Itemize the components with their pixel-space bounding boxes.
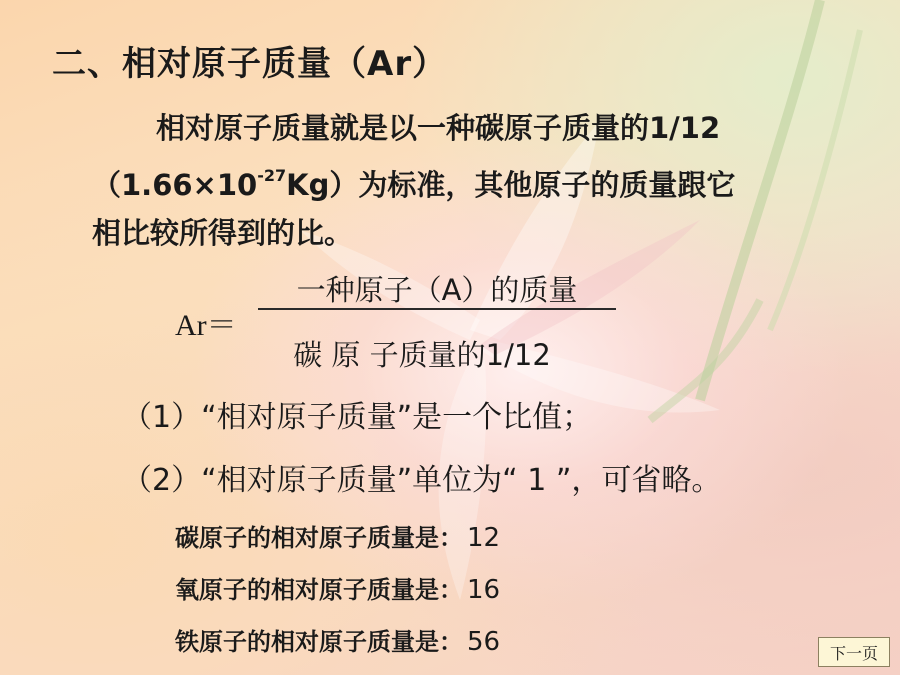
definition-paragraph	[92, 104, 852, 257]
next-page-button[interactable]: 下一页	[818, 637, 890, 667]
example-value: 12	[467, 523, 501, 553]
point-2: （2）“相对原子质量”单位为“ 1 ”，可省略。	[122, 463, 722, 498]
formula-lhs: Ar＝	[175, 309, 237, 342]
example-label: 铁原子的相对原子质量是：	[175, 628, 463, 656]
example-carbon	[175, 518, 500, 553]
definition-line-2-post: Kg）为标准，其他原子的质量跟它	[286, 168, 736, 202]
formula-numerator: 一种原子（A）的质量	[296, 273, 578, 307]
point-1: （1）“相对原子质量”是一个比值；	[122, 400, 593, 435]
fraction-bar	[258, 308, 616, 310]
example-iron	[175, 622, 500, 657]
example-label: 碳原子的相对原子质量是：	[175, 524, 463, 552]
definition-line-3: 相比较所得到的比。	[92, 216, 354, 250]
example-oxygen	[175, 570, 500, 605]
definition-line-1: 相对原子质量就是以一种碳原子质量的1/12	[156, 111, 721, 145]
example-value: 16	[467, 575, 501, 605]
exponent: -27	[257, 166, 287, 185]
example-value: 56	[467, 627, 501, 657]
slide-heading: 二、相对原子质量（Ar）	[52, 44, 448, 84]
definition-line-2-pre: （1.66×10	[92, 168, 258, 202]
example-label: 氧原子的相对原子质量是：	[175, 576, 463, 604]
formula-denominator: 碳 原 子质量的1/12	[293, 338, 551, 372]
